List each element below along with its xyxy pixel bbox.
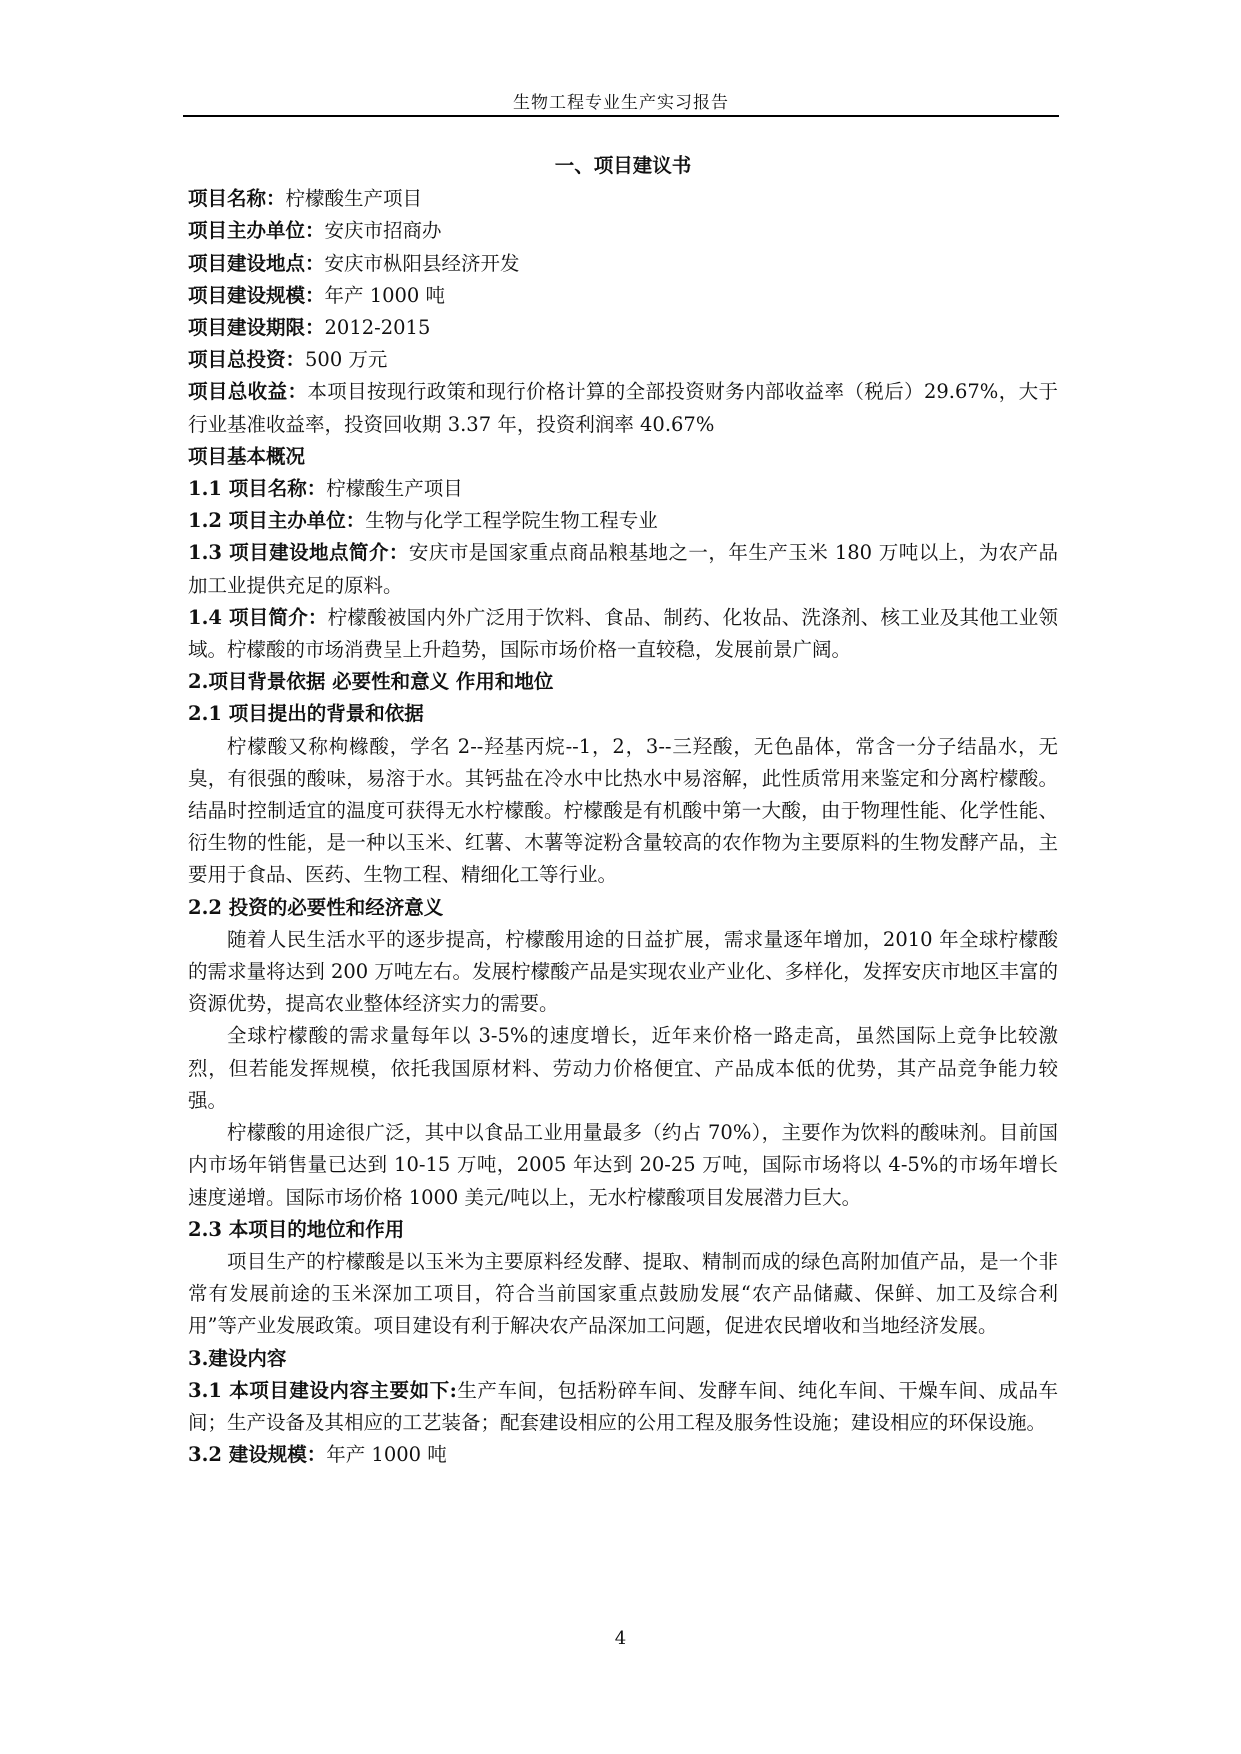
field-revenue	[188, 376, 1058, 440]
field-location	[188, 248, 1058, 280]
section-2-2-heading: 2.2 投资的必要性和经济意义	[188, 895, 444, 919]
section-2-2-paragraph: 柠檬酸的用途很广泛，其中以食品工业用量最多（约占 70%），主要作为饮料的酸味剂。目前国内市场年销售量已达到 10-15 万吨，2005 年达到 20-25 万吨，国际市场将以 4-5%的市场年增长速度递增。国际市场价格 1000 美元/吨以上，无水柠檬酸项目发展潜力巨大。	[188, 1121, 1058, 1209]
subsection-value: 柠檬酸生产项目	[326, 477, 463, 501]
section-title: 一、项目建议书	[554, 154, 692, 177]
field-sponsor	[188, 215, 1058, 247]
section-2-1-heading: 2.1 项目提出的背景和依据	[188, 702, 424, 726]
section-1-3	[188, 537, 1058, 601]
section-1-4	[188, 602, 1058, 666]
field-investment	[188, 344, 1058, 376]
overview-heading: 项目基本概况	[188, 444, 306, 468]
subsection-label: 1.4 项目简介：	[188, 605, 328, 629]
document-body	[188, 150, 1058, 1471]
section-2-1-paragraph: 柠檬酸又称枸橼酸，学名 2--羟基丙烷--1，2，3--三羟酸，无色晶体，常含一分子结晶水，无臭，有很强的酸味，易溶于水。其钙盐在冷水中比热水中易溶解，此性质常用来鉴定和分离柠檬酸。结晶时控制适宜的温度可获得无水柠檬酸。柠檬酸是有机酸中第一大酸，由于物理性能、化学性能、衍生物的性能，是一种以玉米、红薯、木薯等淀粉含量较高的农作物为主要原料的生物发酵产品，主要用于食品、医药、生物工程、精细化工等行业。	[188, 734, 1058, 887]
field-label: 项目总投资：	[188, 348, 306, 372]
field-label: 项目主办单位：	[188, 219, 325, 243]
section-3-heading: 3.建设内容	[188, 1346, 287, 1370]
section-2-3-paragraph: 项目生产的柠檬酸是以玉米为主要原料经发酵、提取、精制而成的绿色高附加值产品，是一个非常有发展前途的玉米深加工项目，符合当前国家重点鼓励发展“农产品储藏、保鲜、加工及综合利用”等产业发展政策。项目建设有利于解决农产品深加工问题，促进农民增收和当地经济发展。	[188, 1249, 1058, 1338]
field-value: 安庆市招商办	[324, 219, 442, 243]
field-value: 年产 1000 吨	[324, 283, 446, 307]
field-value: 500 万元	[305, 348, 388, 372]
field-label: 项目建设期限：	[188, 316, 325, 340]
field-label: 项目建设地点：	[188, 251, 325, 275]
subsection-label: 1.3 项目建设地点简介：	[188, 541, 409, 565]
section-1-2	[188, 505, 1058, 537]
field-value: 本项目按现行政策和现行价格计算的全部投资财务内部收益率（税后）29.67%，大于行业基准收益率，投资回收期 3.37 年，投资利润率 40.67%	[188, 380, 1058, 436]
subsection-value: 柠檬酸被国内外广泛用于饮料、食品、制药、化妆品、洗涤剂、核工业及其他工业领域。柠檬酸的市场消费呈上升趋势，国际市场价格一直较稳，发展前景广阔。	[188, 605, 1058, 662]
field-label: 项目总收益：	[188, 380, 308, 404]
subsection-value: 生产车间，包括粉碎车间、发酵车间、纯化车间、干燥车间、成品车间；生产设备及其相应的工艺装备；配套建设相应的公用工程及服务性设施；建设相应的环保设施。	[188, 1378, 1058, 1434]
subsection-value: 年产 1000 吨	[326, 1443, 447, 1467]
field-value: 2012-2015	[324, 316, 431, 340]
subsection-label: 3.1 本项目建设内容主要如下:	[188, 1378, 457, 1402]
section-2-2-paragraph: 随着人民生活水平的逐步提高，柠檬酸用途的日益扩展，需求量逐年增加，2010 年全球柠檬酸的需求量将达到 200 万吨左右。发展柠檬酸产品是实现农业产业化、多样化，发挥安庆市地区丰富的资源优势，提高农业整体经济实力的需要。	[188, 927, 1058, 1016]
page-number: 4	[614, 1628, 627, 1649]
subsection-value: 生物与化学工程学院生物工程专业	[365, 509, 658, 533]
field-label: 项目建设规模：	[188, 283, 325, 307]
field-value: 安庆市枞阳县经济开发	[324, 251, 520, 275]
field-project-name	[188, 183, 1058, 215]
section-2-heading: 2.项目背景依据 必要性和意义 作用和地位	[188, 670, 554, 694]
field-scale	[188, 280, 1058, 312]
subsection-label: 1.1 项目名称：	[188, 477, 327, 501]
header-rule	[183, 115, 1059, 117]
page-header: 生物工程专业生产实习报告	[513, 93, 729, 113]
section-2-2-paragraph: 全球柠檬酸的需求量每年以 3-5%的速度增长，近年来价格一路走高，虽然国际上竞争比较激烈，但若能发挥规模，依托我国原材料、劳动力价格便宜、产品成本低的优势，其产品竞争能力较强。	[188, 1024, 1058, 1112]
subsection-value: 安庆市是国家重点商品粮基地之一，年生产玉米 180 万吨以上，为农产品加工业提供充足的原料。	[188, 541, 1058, 597]
field-value: 柠檬酸生产项目	[285, 187, 423, 211]
section-3-1	[188, 1375, 1058, 1439]
subsection-label: 1.2 项目主办单位：	[188, 509, 366, 533]
section-2-3-heading: 2.3 本项目的地位和作用	[188, 1217, 405, 1241]
field-period	[188, 312, 1058, 344]
section-1-1	[188, 473, 1058, 505]
subsection-label: 3.2 建设规模：	[188, 1443, 327, 1467]
field-label: 项目名称：	[188, 187, 286, 211]
section-3-2	[188, 1439, 1058, 1471]
